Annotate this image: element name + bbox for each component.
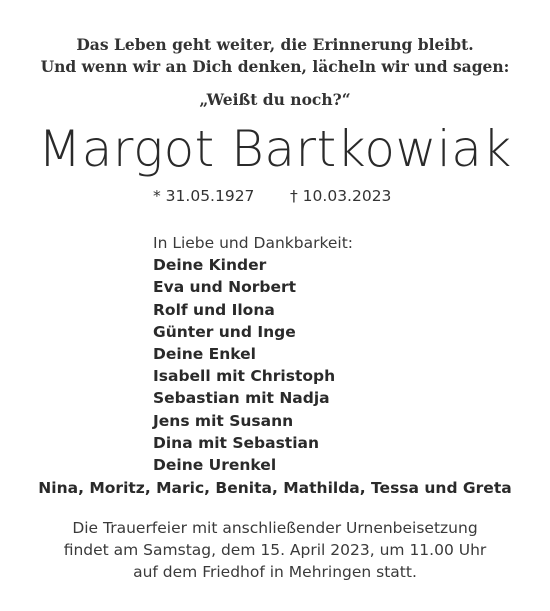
motto-line-2: Und wenn wir an Dich denken, lächeln wir und sagen: <box>40 57 510 76</box>
mourner-row: Deine Enkel <box>153 345 256 364</box>
mourner-row: Deine Kinder <box>153 256 267 275</box>
mourner-row: Isabell mit Christoph <box>153 367 336 386</box>
mourner-row: Eva und Norbert <box>153 278 297 297</box>
mourner-row: Rolf und Ilona <box>153 300 275 319</box>
mourner-row: Sebastian mit Nadja <box>153 389 330 408</box>
quote: „Weißt du noch?“ <box>199 90 351 109</box>
great-grandchildren-names: Nina, Moritz, Maric, Benita, Mathilda, Tessa und Greta <box>38 479 512 497</box>
funeral-info <box>0 517 550 583</box>
funeral-line-3: auf dem Friedhof in Mehringen statt. <box>133 563 417 581</box>
mourner-row: Deine Urenkel <box>153 456 277 475</box>
motto-line-1: Das Leben geht weiter, die Erinnerung bleibt. <box>76 35 474 54</box>
birth-date: * 31.05.1927 <box>153 187 255 205</box>
mourners-list <box>153 232 353 476</box>
funeral-line-2: findet am Samstag, dem 15. April 2023, um 11.00 Uhr <box>63 541 487 559</box>
mourner-row: Günter und Inge <box>153 322 296 341</box>
funeral-line-1: Die Trauerfeier mit anschließender Urnenbeisetzung <box>72 519 478 537</box>
mourner-row: Dina mit Sebastian <box>153 433 320 452</box>
death-date: † 10.03.2023 <box>290 187 392 205</box>
mourners-intro: In Liebe und Dankbarkeit: <box>153 234 354 252</box>
mourner-row: Jens mit Susann <box>153 411 294 430</box>
deceased-name: Margot Bartkowiak <box>38 120 512 178</box>
